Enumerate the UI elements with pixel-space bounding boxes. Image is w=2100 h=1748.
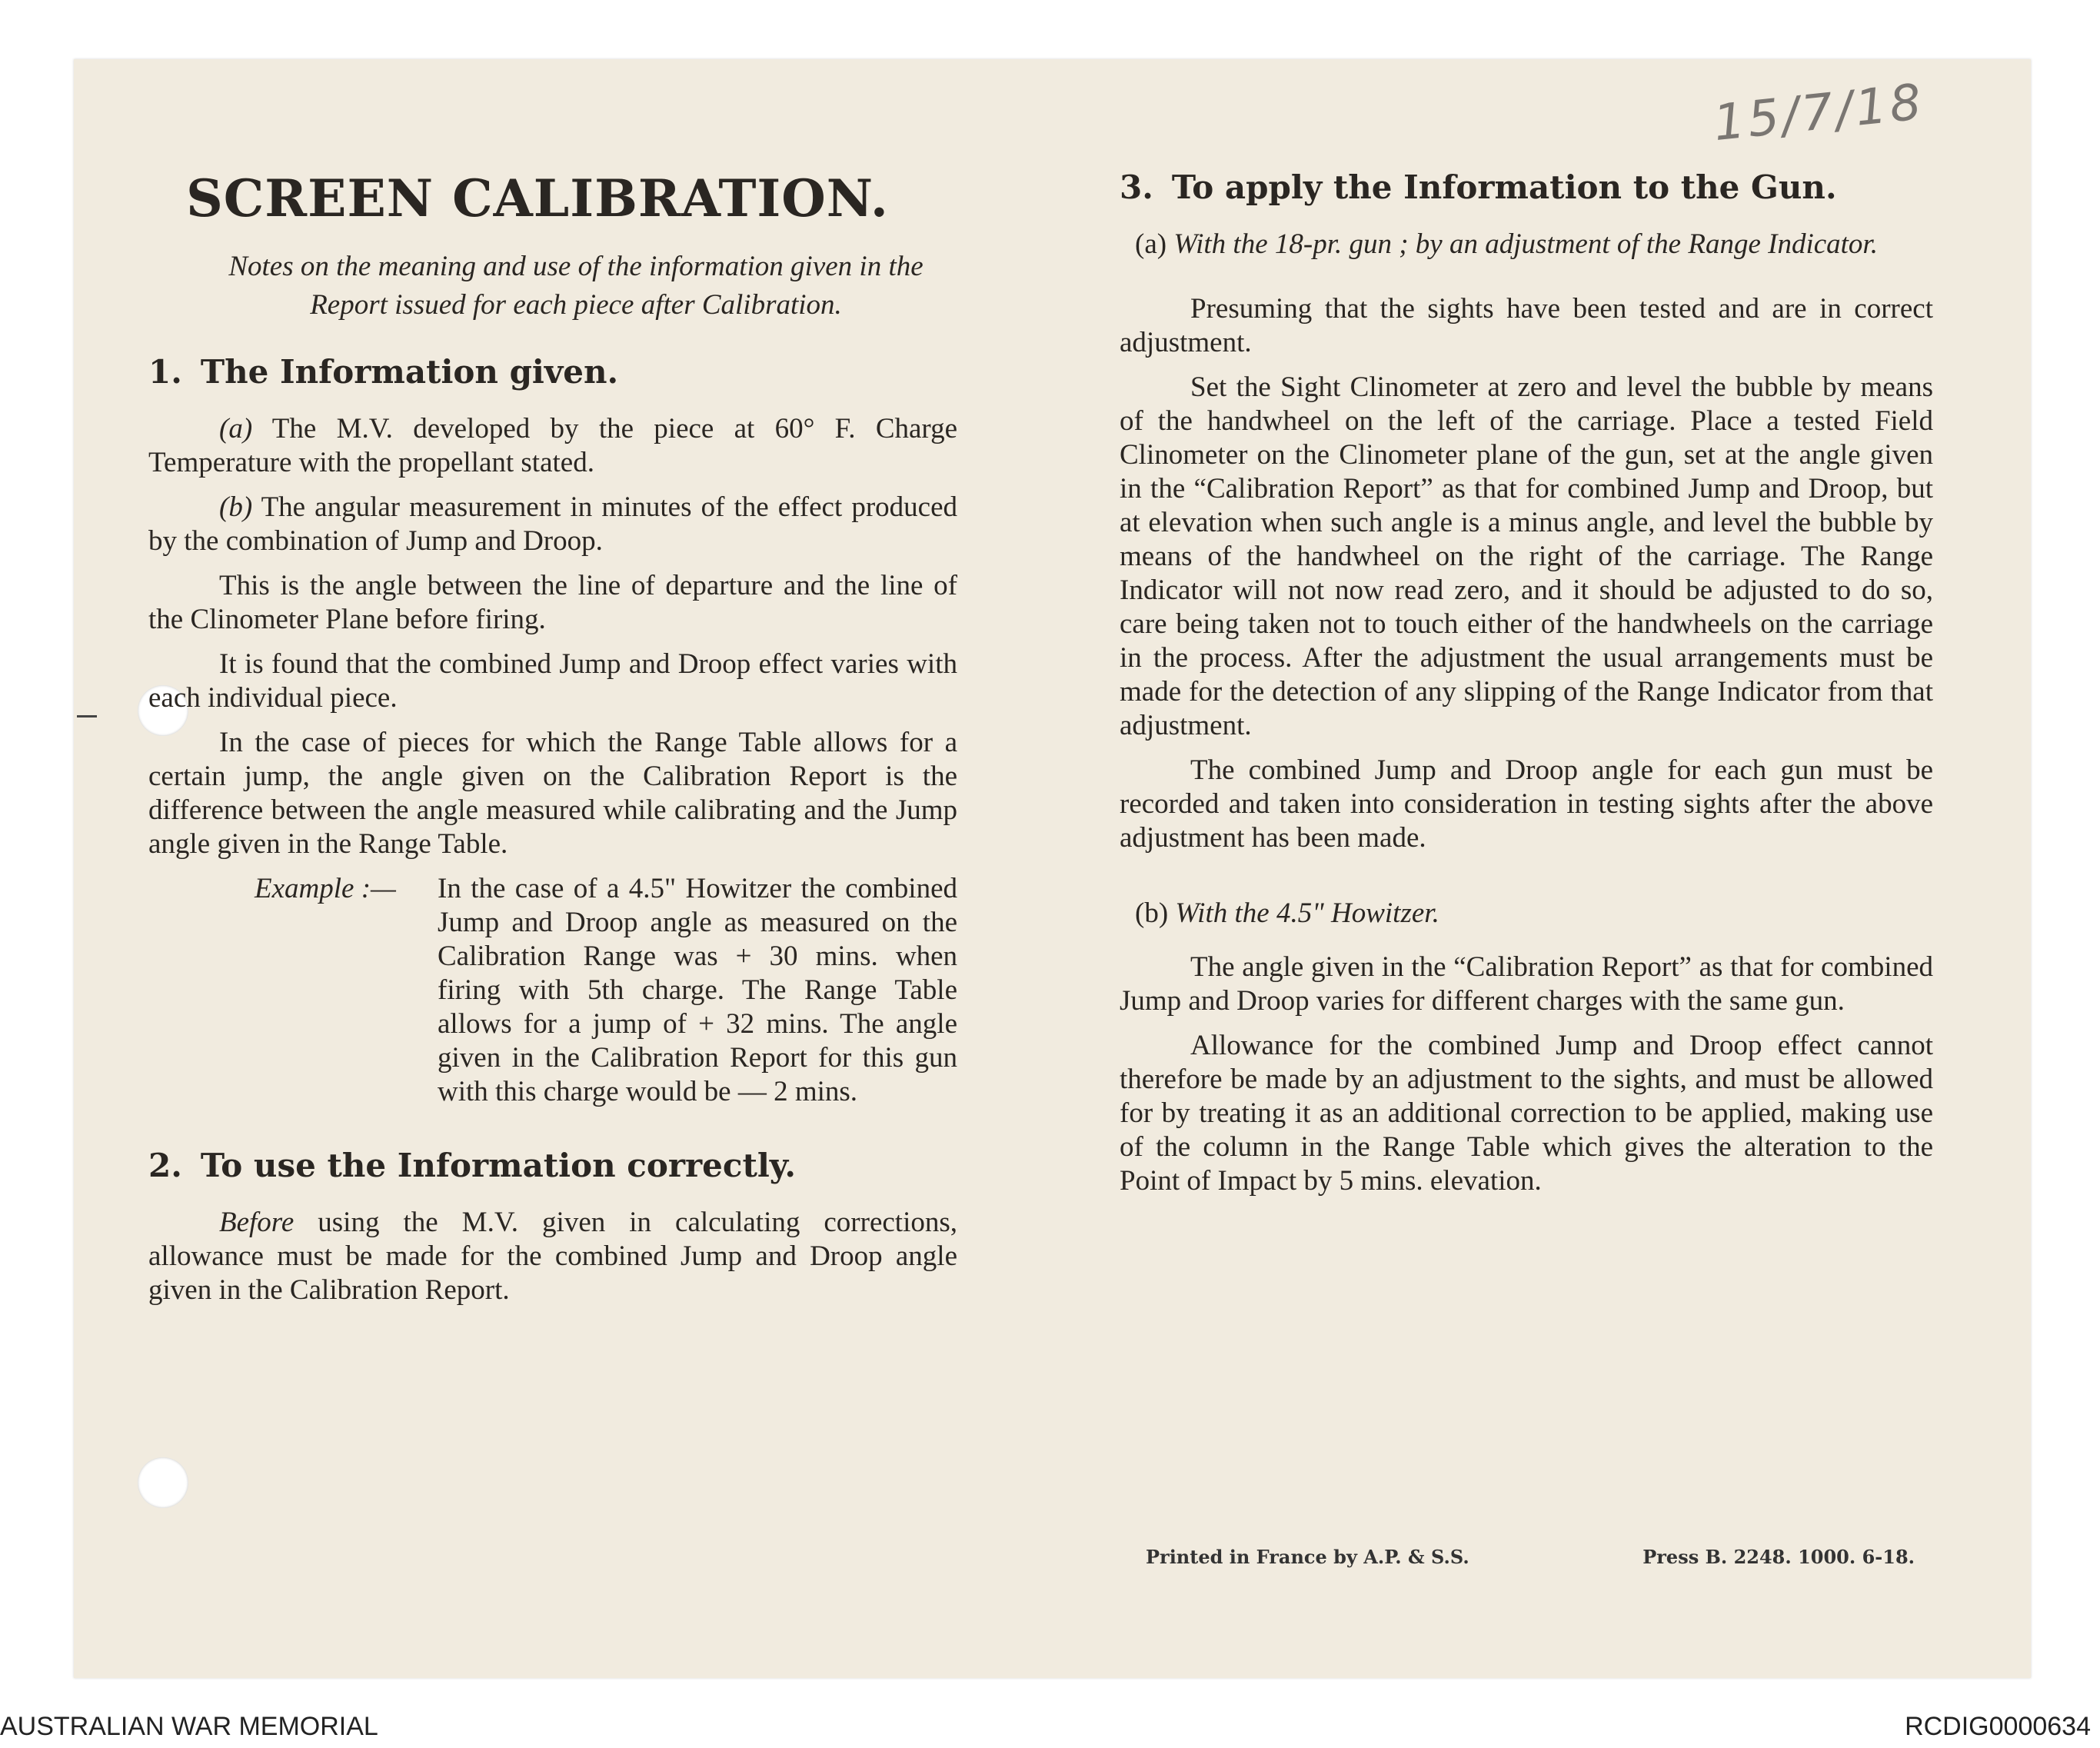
punch-hole-lower xyxy=(138,1457,188,1508)
paragraph-3-4: The angle given in the “Calibration Report” as that for combined Jump and Droop varies for different charges with the same gun. xyxy=(1120,951,1933,1017)
paragraph-text: using the M.V. given in calculating corrections, allowance must be made for the combined Jump and Droop angle given in the Calibration Report. xyxy=(148,1207,957,1306)
paragraph-1a xyxy=(148,412,957,480)
handwritten-date: 15/7/18 xyxy=(1710,73,1927,153)
margin-mark xyxy=(77,715,97,718)
paragraph-text: The M.V. developed by the piece at 60° F. Charge Temperature with the propellant stated. xyxy=(148,413,957,478)
paragraph-1-4: It is found that the combined Jump and Droop effect varies with each individual piece. xyxy=(148,648,957,714)
archive-caption-right: RCDIG0000634 xyxy=(1905,1712,2091,1741)
paragraph-3-3: The combined Jump and Droop angle for each gun must be recorded and taken into consideration in testing sights after the above adjustment has been made. xyxy=(1120,754,1933,854)
paragraph-text: The angular measurement in minutes of the effect produced by the combination of Jump and Droop. xyxy=(148,491,957,557)
paragraph-letter: (a) xyxy=(219,413,253,444)
press-note: Press B. 2248. 1000. 6-18. xyxy=(1642,1546,1915,1568)
section-3-heading xyxy=(1120,168,1933,206)
subsection-letter: (a) xyxy=(1135,228,1167,260)
document-title: SCREEN CALIBRATION. xyxy=(186,168,889,228)
print-footer xyxy=(1146,1546,1915,1568)
subsection-title: With the 18-pr. gun ; by an adjustment of the Range Indicator. xyxy=(1173,228,1878,260)
paragraph-3-1: Presuming that the sights have been tested and are in correct adjustment. xyxy=(1120,293,1933,358)
paragraph-letter: (b) xyxy=(219,491,253,523)
section-2-heading xyxy=(148,1149,957,1183)
paragraph-1-3: This is the angle between the line of departure and the line of the Clinometer Plane before firing. xyxy=(148,570,957,635)
section-title: To apply the Information to the Gun. xyxy=(1171,168,1837,206)
lead-word: Before xyxy=(219,1207,295,1238)
paragraph-2-1 xyxy=(148,1206,957,1307)
subsection-title: With the 4.5" Howitzer. xyxy=(1175,897,1439,929)
paragraph-3-2: Set the Sight Clinometer at zero and level the bubble by means of the handwheel on the left of the carriage. Place a tested Field Clinometer on the Clinometer plane of the gun, set at the angle given in the “Calibration Report” as that for combined Jump and Droop, but at elevation when such angle is a minus angle, and level the bubble by means of the handwheel on the right of the carriage. The Range Indicator will not now read zero, and it should be adjusted to do so, care being taken not to touch either of the handwheels on the carriage in the process. After the adjustment the usual arrangements must be made for the detection of any slipping of the Range Indicator from that adjustment. xyxy=(1120,371,1933,741)
section-title: To use the Information correctly. xyxy=(200,1147,797,1184)
paragraph-3-5: Allowance for the combined Jump and Droop effect cannot therefore be made by an adjustment to the sights, and must be allowed for by treating it as an additional correction to be applied, making use of the column in the Range Table which gives the alteration to the Point of Impact by 5 mins. elevation. xyxy=(1120,1030,1933,1197)
archive-caption-left: AUSTRALIAN WAR MEMORIAL xyxy=(0,1712,378,1741)
subsection-a-heading xyxy=(1120,228,1933,261)
spacer xyxy=(1120,866,1933,897)
subsection-b-heading xyxy=(1120,897,1933,931)
example-text: In the case of a 4.5" Howitzer the combined Jump and Droop angle as measured on the Calibration Range was + 30 mins. when firing with 5th charge. The Range Table allows for a jump of + 32 mins. The angle given in the Calibration Report for this gun with this charge would be — 2 mins. xyxy=(438,873,957,1107)
left-column xyxy=(148,168,957,1318)
paragraph-1-5: In the case of pieces for which the Range Table allows for a certain jump, the angle given on the Calibration Report is the difference between the angle measured while calibrating and the Jump angle given in the Range Table. xyxy=(148,727,957,860)
section-number: 2. xyxy=(148,1147,182,1184)
example-block xyxy=(148,872,957,1109)
printer-note: Printed in France by A.P. & S.S. xyxy=(1146,1546,1469,1568)
section-1-heading xyxy=(148,355,957,389)
intro-note: Notes on the meaning and use of the information given in the Report issued for each piece after Calibration. xyxy=(228,251,924,321)
subsection-letter: (b) xyxy=(1135,897,1169,929)
section-number: 1. xyxy=(148,353,182,391)
example-label: Example :— xyxy=(255,873,396,904)
paragraph-1b xyxy=(148,491,957,558)
right-column xyxy=(1120,168,1933,1209)
section-title: The Information given. xyxy=(200,353,619,391)
section-number: 3. xyxy=(1120,168,1153,206)
